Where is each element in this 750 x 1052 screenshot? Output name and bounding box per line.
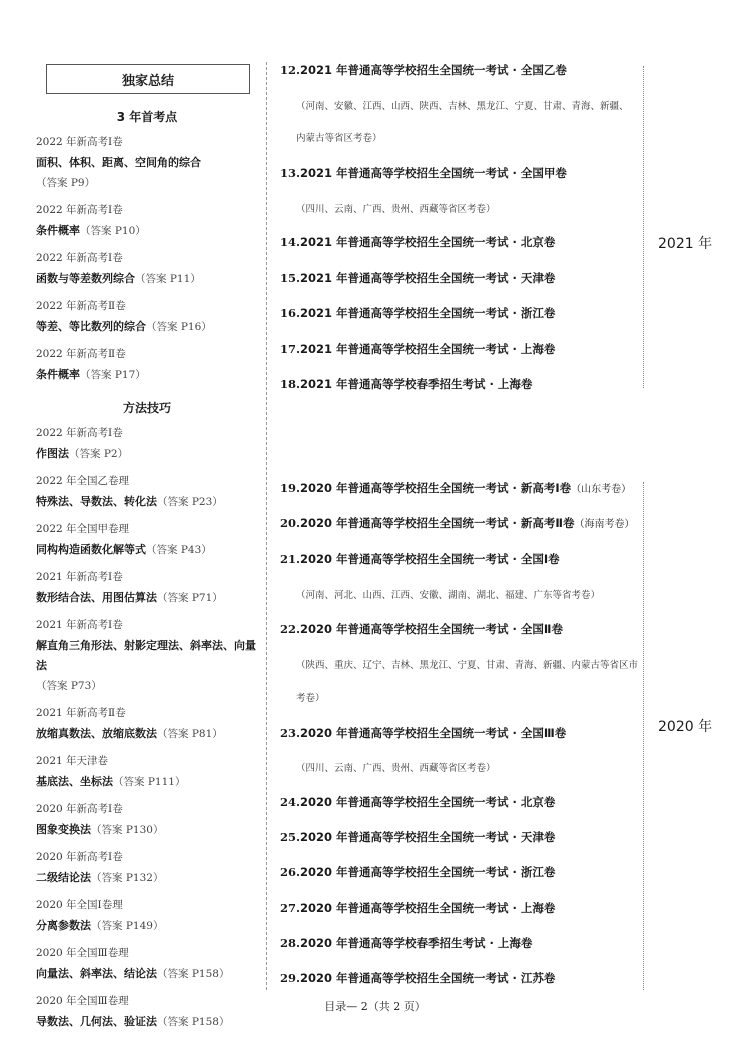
list-item[interactable] [36, 422, 258, 464]
entry-title: 同构构造函数化解等式（答案 P43） [36, 543, 212, 556]
list-item[interactable] [36, 131, 258, 193]
list-item[interactable] [36, 702, 258, 744]
toc-item-12[interactable]: 12.2021 年普通高等学校招生全国统一考试 · 全国乙卷 [280, 63, 567, 77]
entry-answer-ref: （答案 P81） [157, 728, 223, 740]
section-heading: 方法技巧 [122, 401, 171, 415]
entry-source: 2021 年新高考Ⅰ卷 [36, 571, 123, 583]
entry-title: 特殊法、导数法、转化法（答案 P23） [36, 495, 223, 508]
entry-answer-ref: （答案 P130） [91, 824, 164, 836]
entry-answer-ref: （答案 P158） [157, 1016, 230, 1028]
year-bracket-2020 [643, 482, 644, 990]
toc-item-26[interactable]: 26.2020 年普通高等学校招生全国统一考试 · 浙江卷 [280, 865, 556, 879]
list-item[interactable] [36, 566, 258, 608]
entry-source: 2020 年全国Ⅲ卷理 [36, 995, 129, 1007]
entry-answer-ref: （答案 P2） [69, 448, 129, 460]
toc-item-19[interactable]: 19.2020 年普通高等学校招生全国统一考试 · 新高考Ⅰ卷（山东考卷） [280, 481, 632, 495]
entry-source: 2020 年全国Ⅲ卷理 [36, 947, 129, 959]
entry-title: 等差、等比数列的综合（答案 P16） [36, 320, 212, 333]
toc-item-25[interactable]: 25.2020 年普通高等学校招生全国统一考试 · 天津卷 [280, 830, 556, 844]
entry-source: 2020 年新高考Ⅰ卷 [36, 851, 123, 863]
list-item[interactable] [36, 518, 258, 560]
toc-item-note: 内蒙古等省区考卷） [296, 133, 382, 144]
toc-item-note: （陕西、重庆、辽宁、吉林、黑龙江、宁夏、甘肃、青海、新疆、内蒙古等省区市 [296, 660, 639, 671]
entry-title: 条件概率（答案 P10） [36, 224, 146, 237]
entry-source: 2022 年新高考Ⅰ卷 [36, 204, 123, 216]
toc-item-24[interactable]: 24.2020 年普通高等学校招生全国统一考试 · 北京卷 [280, 795, 556, 809]
list-item[interactable] [36, 199, 258, 241]
list-item[interactable] [36, 846, 258, 888]
entry-answer-ref: （答案 P132） [91, 872, 164, 884]
entry-answer-ref: （答案 P149） [91, 920, 164, 932]
entry-answer-ref: （答案 P73） [36, 680, 102, 692]
toc-item-15[interactable]: 15.2021 年普通高等学校招生全国统一考试 · 天津卷 [280, 271, 556, 285]
list-item[interactable] [36, 295, 258, 337]
list-item[interactable] [36, 470, 258, 512]
entry-source: 2022 年全国甲卷理 [36, 523, 130, 535]
entry-source: 2022 年新高考Ⅱ卷 [36, 300, 126, 312]
entry-title: 解直角三角形法、射影定理法、斜率法、向量法 [36, 639, 256, 672]
toc-item-note: （河南、河北、山西、江西、安徽、湖南、湖北、福建、广东等省考卷） [296, 590, 601, 601]
entry-title: 函数与等差数列综合（答案 P11） [36, 272, 201, 285]
entry-source: 2020 年新高考Ⅰ卷 [36, 803, 123, 815]
entry-answer-ref: （答案 P17） [80, 369, 146, 381]
toc-item-23[interactable]: 23.2020 年普通高等学校招生全国统一考试 · 全国Ⅲ卷 [280, 726, 567, 740]
toc-item-28[interactable]: 28.2020 年普通高等学校春季招生考试 · 上海卷 [280, 936, 533, 950]
entry-title: 作图法（答案 P2） [36, 447, 129, 460]
entry-answer-ref: （答案 P9） [36, 177, 96, 189]
entry-title: 二级结论法（答案 P132） [36, 871, 164, 884]
list-item[interactable] [36, 798, 258, 840]
entry-answer-ref: （答案 P111） [113, 776, 186, 788]
entry-source: 2021 年新高考Ⅱ卷 [36, 707, 126, 719]
entry-title: 图象变换法（答案 P130） [36, 823, 164, 836]
entry-title: 数形结合法、用图估算法（答案 P71） [36, 591, 223, 604]
section-heading: 3 年首考点 [116, 110, 178, 124]
list-item[interactable] [36, 614, 258, 696]
toc-item-note: 考卷） [296, 693, 325, 704]
year-label-2020: 2020 年 [658, 719, 713, 735]
toc-item-tail: （山东考卷） [571, 484, 632, 495]
entry-source: 2022 年新高考Ⅰ卷 [36, 136, 123, 148]
list-item[interactable] [36, 750, 258, 792]
entry-source: 2022 年全国乙卷理 [36, 475, 130, 487]
entry-source: 2022 年新高考Ⅱ卷 [36, 348, 126, 360]
page-footer: 目录— 2（共 2 页） [324, 1000, 426, 1013]
year-bracket-2021 [643, 66, 644, 388]
toc-item-22[interactable]: 22.2020 年普通高等学校招生全国统一考试 · 全国Ⅱ卷 [280, 622, 563, 636]
entry-title: 面积、体积、距离、空间角的综合（答案 P9） [36, 156, 201, 189]
entry-title: 分离参数法（答案 P149） [36, 919, 164, 932]
summary-title-box: 独家总结 [46, 64, 250, 94]
list-item[interactable] [36, 942, 258, 984]
entry-source: 2021 年新高考Ⅰ卷 [36, 619, 123, 631]
year-label-2021: 2021 年 [658, 236, 713, 252]
entry-source: 2020 年全国Ⅰ卷理 [36, 899, 123, 911]
summary-column [36, 64, 258, 1032]
entry-answer-ref: （答案 P23） [157, 496, 223, 508]
toc-item-note: （四川、云南、广西、贵州、西藏等省区考卷） [296, 763, 496, 774]
toc-item-27[interactable]: 27.2020 年普通高等学校招生全国统一考试 · 上海卷 [280, 901, 556, 915]
list-item[interactable] [36, 894, 258, 936]
toc-item-17[interactable]: 17.2021 年普通高等学校招生全国统一考试 · 上海卷 [280, 342, 556, 356]
toc-item-note: （河南、安徽、江西、山西、陕西、吉林、黑龙江、宁夏、甘肃、青海、新疆、 [296, 101, 629, 112]
list-item[interactable] [36, 247, 258, 289]
entry-title: 放缩真数法、放缩底数法（答案 P81） [36, 727, 223, 740]
column-divider [266, 62, 267, 990]
entry-answer-ref: （答案 P71） [157, 592, 223, 604]
entry-title: 基底法、坐标法（答案 P111） [36, 775, 186, 788]
entry-title: 条件概率（答案 P17） [36, 368, 146, 381]
toc-item-18[interactable]: 18.2021 年普通高等学校春季招生考试 · 上海卷 [280, 377, 533, 391]
entry-source: 2022 年新高考Ⅰ卷 [36, 252, 123, 264]
toc-item-29[interactable]: 29.2020 年普通高等学校招生全国统一考试 · 江苏卷 [280, 971, 556, 985]
toc-item-note: （四川、云南、广西、贵州、西藏等省区考卷） [296, 204, 496, 215]
toc-item-21[interactable]: 21.2020 年普通高等学校招生全国统一考试 · 全国Ⅰ卷 [280, 552, 560, 566]
entry-answer-ref: （答案 P158） [157, 968, 230, 980]
entry-source: 2022 年新高考Ⅰ卷 [36, 427, 123, 439]
entry-answer-ref: （答案 P10） [80, 225, 146, 237]
toc-item-20[interactable]: 20.2020 年普通高等学校招生全国统一考试 · 新高考Ⅱ卷（海南考卷） [280, 516, 635, 530]
toc-item-tail: （海南考卷） [574, 519, 635, 530]
entry-answer-ref: （答案 P43） [146, 544, 212, 556]
entry-source: 2021 年天津卷 [36, 755, 109, 767]
toc-item-13[interactable]: 13.2021 年普通高等学校招生全国统一考试 · 全国甲卷 [280, 166, 567, 180]
list-item[interactable] [36, 343, 258, 385]
entry-title: 导数法、几何法、验证法（答案 P158） [36, 1015, 230, 1028]
entry-answer-ref: （答案 P11） [135, 273, 201, 285]
toc-item-14[interactable]: 14.2021 年普通高等学校招生全国统一考试 · 北京卷 [280, 235, 556, 249]
toc-item-16[interactable]: 16.2021 年普通高等学校招生全国统一考试 · 浙江卷 [280, 306, 556, 320]
entry-answer-ref: （答案 P16） [146, 321, 212, 333]
entry-title: 向量法、斜率法、结论法（答案 P158） [36, 967, 230, 980]
